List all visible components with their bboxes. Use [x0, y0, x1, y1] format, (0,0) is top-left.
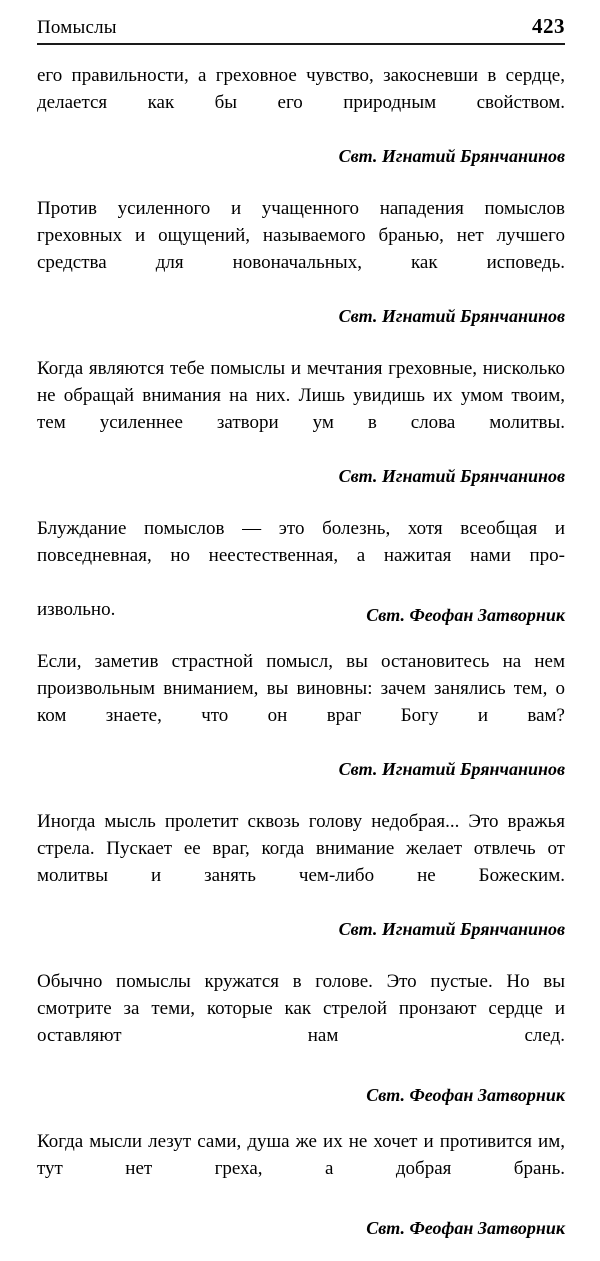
quote-tail-row: [37, 596, 565, 623]
quote-text: Блуждание помыслов — это болезнь, хотя всеобщая и повседневная, но неестественная, а нажитая нами про-: [37, 518, 565, 566]
quote-tail-text: извольно.: [37, 599, 116, 620]
quote-attribution: Свт. Феофан Затворник: [366, 1085, 565, 1105]
quote-attribution: Свт. Игнатий Брянчанинов: [338, 759, 565, 779]
quote-block: [37, 968, 565, 1103]
page-content: [37, 0, 565, 1261]
quote-text: Когда мысли лезут сами, душа же их не хочет и противится им, тут нет греха, а добрая брань.: [37, 1131, 565, 1179]
quote-text: его правильности, а греховное чувство, закосневши в сердце, делается как бы его природным свойством.: [37, 65, 565, 113]
quote-block: [37, 1128, 565, 1236]
quote-block: [37, 808, 565, 943]
quote-text: Обычно помыслы кружатся в голове. Это пустые. Но вы смотрите за теми, которые как стрелой пронзают сердце и оставляют нам след.: [37, 971, 565, 1046]
quote-text: Иногда мысль пролетит сквозь голову недобрая... Это вражья стрела. Пускает ее враг, когда внимание желает отвлечь от молитвы и занять чем-либо не Божеским.: [37, 811, 565, 886]
quote-attribution: Свт. Игнатий Брянчанинов: [338, 919, 565, 939]
quote-attribution: Свт. Феофан Затворник: [366, 605, 565, 625]
quote-text: Когда являются тебе помыслы и мечтания греховные, нисколько не обращай внимания на них. Лишь увидишь их умом твоим, тем усиленнее затвори ум в слова молитвы.: [37, 358, 565, 433]
quote-attribution: Свт. Феофан Затворник: [366, 1218, 565, 1238]
page-number: 423: [532, 14, 565, 38]
running-header: [37, 0, 565, 40]
quote-block: [37, 195, 565, 330]
quote-text: Если, заметив страстной помысл, вы остановитесь на нем произвольным вниманием, вы виновны: зачем занялись тем, о ком знаете, что он враг Богу и вам?: [37, 651, 565, 726]
quote-block: [37, 515, 565, 623]
quote-block: [37, 648, 565, 783]
header-rule: [37, 43, 565, 45]
quote-text: Против усиленного и учащенного нападения помыслов греховных и ощущений, называемого бранью, нет лучшего средства для новоначальных, как исповедь.: [37, 198, 565, 273]
quote-block: [37, 62, 565, 170]
quote-attribution: Свт. Игнатий Брянчанинов: [338, 306, 565, 326]
running-head-title: Помыслы: [37, 17, 117, 38]
quote-block: [37, 355, 565, 490]
quote-attribution: Свт. Игнатий Брянчанинов: [338, 146, 565, 166]
quote-attribution: Свт. Игнатий Брянчанинов: [338, 466, 565, 486]
quote-list: [37, 62, 565, 1236]
